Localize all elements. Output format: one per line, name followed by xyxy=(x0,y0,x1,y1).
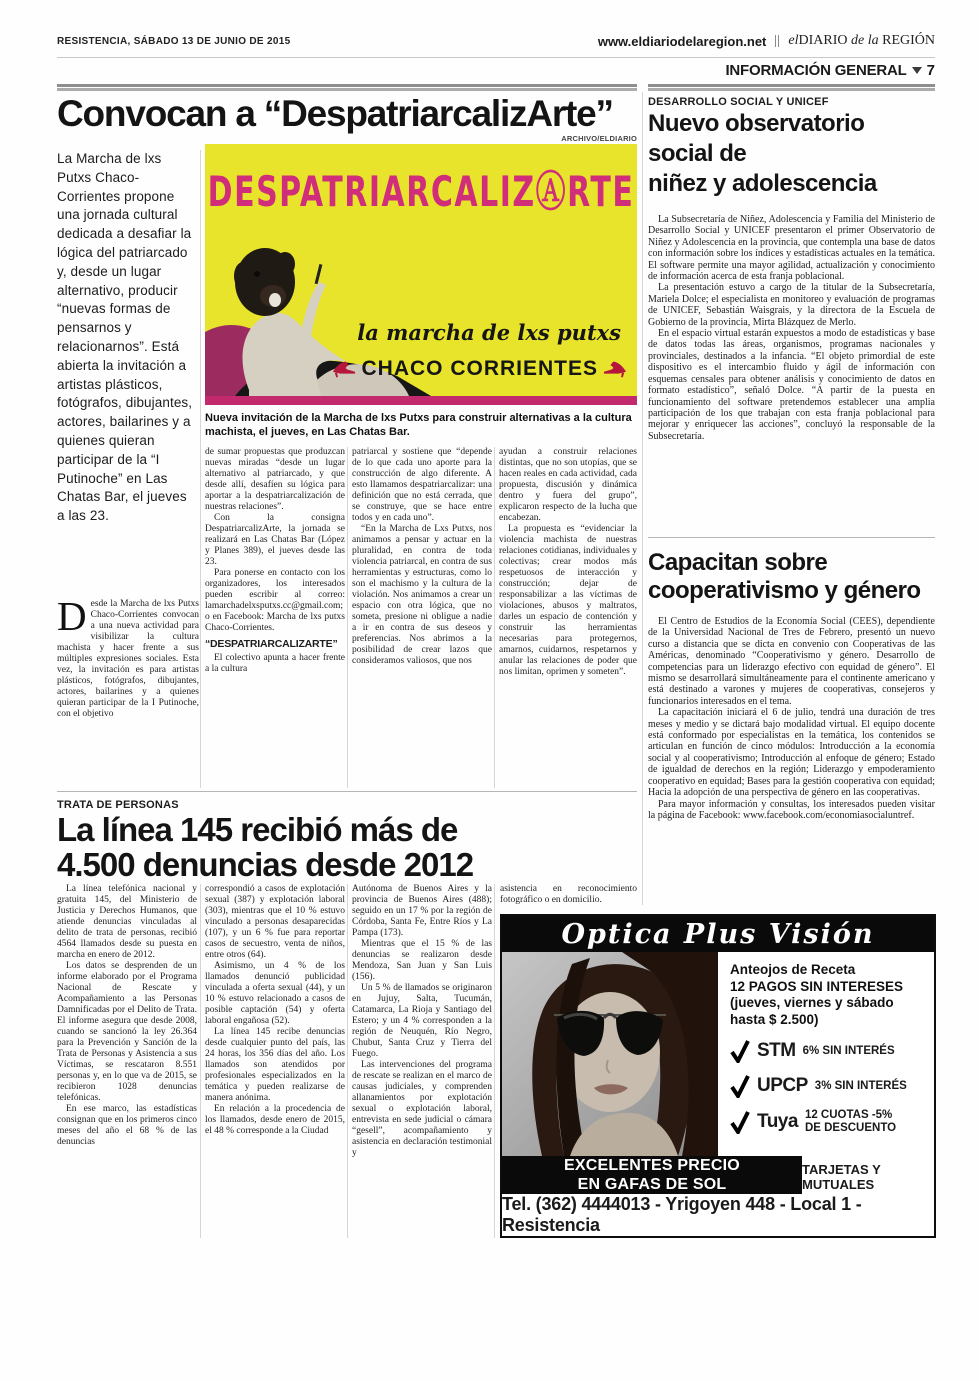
main-headline: Convocan a “DespatriarcalizArte” xyxy=(57,93,613,134)
header-separator xyxy=(775,35,779,47)
paragraph: En el espacio virtual estarán expuestos a modo de estadísticas y base de datos todas las áreas, organismos, programas nacionales y provinciales, destinados a la infancia. “El objeto primordial de este dispositivo es el intercambio fluido y ágil de información con esquemas censales para obtener análisis y conocimiento de datos en formato estadístico”, señaló Dolce. “A partir de la puesta en funcionamiento del software pretendemos establecer una amplia participación de los que trabajan con esta franja poblacional para mejorar y enriquecer las acciones”, concluyó la responsable de la Subsecretaría. xyxy=(648,328,935,442)
ad-brand: Optica Plus Visión xyxy=(502,916,934,952)
trata-column-4 xyxy=(500,884,637,906)
ad-plan-upcp xyxy=(730,1074,924,1098)
offer-line: Anteojos de Receta xyxy=(730,962,856,977)
header-rule xyxy=(57,57,935,58)
check-icon xyxy=(730,1039,750,1063)
paragraph: La Subsecretaría de Niñez, Adolescencia y Familia del Ministerio de Desarrollo Social y UNICEF presentaron el primer Observatorio de Niñez y Adolescencia en la provincia, que contempla una base de datos con información sobre los índices y estadísticas actuales en la temática. El software permite una mayor agilidad, actualización y conocimiento de información acerca de esta franja poblacional. xyxy=(648,214,935,283)
photo-caption: Nueva invitación de la Marcha de lxs Putxs para construir alternativas a la cultura machista, el jueves, en Las Chatas Bar. xyxy=(205,412,632,438)
paragraph: La propuesta es “evidenciar la violencia machista de nuestras relaciones cotidianas, individuales y colectivas; crear modos más respetuosos de interacción y construcción; dejar de responsabilizar a las víctimas de violaciones, abusos y maltratos, darles un espacio de contención y construir las herramientas necesarias para protegernos, amarnos, cuidarnos, respetarnos y anular las relaciones de poder que nos limitan, oprimen y someten”. xyxy=(499,524,637,677)
column-divider xyxy=(200,150,201,788)
column-divider xyxy=(347,884,348,1238)
band-line: EN GAFAS DE SOL xyxy=(577,1176,727,1193)
paragraph: La línea 145 recibe denuncias desde cualquier punto del país, las 24 horas, los 356 días del año. Los llamados son atendidos por profesionales especializados en la temática y pueden realizarse de manera anónima. xyxy=(205,1027,345,1103)
trata-headline-line2: 4.500 denuncias desde 2012 xyxy=(57,846,474,883)
paragraph: La presentación estuvo a cargo de la titular de la Subsecretaría, Mariela Dolce; el especialista en monitoreo y evaluación de programas de UNICEF, Sebastián Waisgrais, y la directora de la Escuela de Gobierno de la provincia, Mirta Blázquez de Merlo. xyxy=(648,282,935,328)
poster-location: CHACO CORRIENTES xyxy=(361,357,598,380)
article-column-2 xyxy=(205,447,345,675)
trata-kicker: TRATA DE PERSONAS xyxy=(57,799,179,811)
poster-bottom-strip xyxy=(205,396,637,405)
section-rule xyxy=(648,537,935,538)
intro-text: esde la Marcha de lxs Putxs Chaco-Corrientes convocan a una nueva actividad para visibilizar la cultura machista y hacer frente a sus múltiples expresiones sociales. Esta vez, la invitación es para artistas plásticos, fotógrafos, dibujantes, actores, bailarines y a quienes quieran participar de la I Putinoche, con el objetivo xyxy=(57,599,199,719)
paragraph: Para ponerse en contacto con los organizadores, los interesados pueden escribir al correo: lamarchadelxsputxs.cc@gmail.com; o en Facebook: Marcha de lxs putxs Chaco-Corrientes. xyxy=(205,568,345,633)
page-number: 7 xyxy=(926,62,935,79)
masthead-region: REGIÓN xyxy=(882,33,935,48)
plan-name: STM xyxy=(757,1040,796,1061)
double-rule-right xyxy=(648,84,935,91)
plan-name: UPCP xyxy=(757,1075,808,1096)
unicef-headline-line2: social de xyxy=(648,140,747,167)
paragraph: de sumar propuestas que produzcan nuevas miradas “desde un lugar alternativo al patriarcado, y que desde allí, desafíen su lógica para aportar a la despatriarcalización de nuestras relaciones”. xyxy=(205,447,345,512)
column-divider xyxy=(494,447,495,788)
paragraph: La capacitación iniciará el 6 de julio, tendrá una duración de tres meses y medio y se dictará bajo modalidad virtual. El equipo docente está conformado por especialistas en la temática, los contenidos se articulan en función de cinco módulos: Introducción a la economía social y al cooperativismo; Introducción al enfoque de género; Estado de igualdad de derechos en la región; Liderazgo y empoderamiento cooperativo en equidad; Bases para la gestión cooperativa con equidad; Hacia la adopción de una perspectiva de género en las cooperativas. xyxy=(648,707,935,799)
heel-icon xyxy=(603,360,627,378)
paragraph: Un 5 % de llamados se originaron en Jujuy, Salta, Tucumán, Catamarca, La Rioja y Santiago del Estero; y un 4 % corresponden a la región de Neuquén, Río Negro, Chubut, Santa Cruz y Tierra del Fuego. xyxy=(352,983,492,1059)
paragraph: La línea telefónica nacional y gratuita 145, del Ministerio de Justicia y Derechos Humanos, que atiende denuncias vinculadas al delito de trata de personas, recibió 4564 llamados desde su puesta en marcha en enero de 2012. xyxy=(57,884,197,960)
ad-contact: Tel. (362) 4444013 - Yrigoyen 448 - Local 1 - Resistencia xyxy=(502,1194,862,1235)
column-divider xyxy=(200,884,201,1238)
check-icon xyxy=(730,1074,750,1098)
coop-headline-line2: cooperativismo y género xyxy=(648,577,921,604)
unicef-headline-line1: Nuevo observatorio xyxy=(648,110,865,137)
article-intro xyxy=(57,593,199,720)
coop-body xyxy=(648,616,935,821)
plan-detail: 12 CUOTAS -5% DE DESCUENTO xyxy=(804,1109,897,1134)
paragraph: asistencia en reconocimiento fotográfico o en domicilio. xyxy=(500,884,637,905)
unicef-headline xyxy=(648,109,935,199)
section-triangle-icon xyxy=(912,67,922,74)
paragraph: patriarcal y sostiene que “depende de lo que cada uno aporte para la construcción de algo diferente. A esto llamamos despatriarcalizar: una definición que no está cerrada, que se construye, que se hace entre todos y en cada uno”. xyxy=(352,447,492,523)
column-divider xyxy=(347,447,348,788)
double-rule-left xyxy=(57,84,637,91)
paragraph: En relación a la procedencia de los llamados, desde enero de 2015, el 48 % corresponde a la Ciudad xyxy=(205,1104,345,1136)
trata-column-3 xyxy=(352,884,492,1159)
paragraph: Mientras que el 15 % de las denuncias se realizaron desde Mendoza, San Juan y San Luis (156). xyxy=(352,939,492,982)
section-label: INFORMACIÓN GENERAL xyxy=(725,62,907,79)
poster-tagline: la marcha de lxs putxs xyxy=(357,320,621,345)
trata-headline xyxy=(57,812,637,882)
header-right xyxy=(598,33,935,49)
optica-ad xyxy=(500,914,936,1238)
trata-headline-line1: La línea 145 recibió más de xyxy=(57,811,458,848)
column-subhead: “DESPATRIARCALIZARTE” xyxy=(205,638,338,650)
ad-middle xyxy=(502,952,934,1156)
unicef-headline-line3: niñez y adolescencia xyxy=(648,170,877,197)
dateline: RESISTENCIA, SÁBADO 13 DE JUNIO DE 2015 xyxy=(57,36,291,47)
coop-headline xyxy=(648,549,935,605)
paragraph: Con la consigna DespatriarcalizArte, la jornada se realizará en Las Chatas Bar (López y Planes 389), el jueves desde las 23. xyxy=(205,513,345,567)
coop-headline-line1: Capacitan sobre xyxy=(648,549,828,576)
ad-cards-text: TARJETAS Y MUTUALES xyxy=(802,1162,881,1192)
photo-credit: ARCHIVO/ELDIARIO xyxy=(561,134,637,143)
article-column-4 xyxy=(499,447,637,678)
plan-detail: 3% SIN INTERÉS xyxy=(814,1079,907,1092)
paragraph: El Centro de Estudios de la Economía Social (CEES), dependiente de la Universidad Nacional de Tres de Febrero, presentó un nuevo curso a distancia que se dicta en convenio con Cooperativas de las Américas, denominado “Cooperativismo y género. Desarrollo de competencias para un liderazgo efectivo con equidad de género”. El mismo se desarrollará simultáneamente para el continente americano y está destinado a varones y mujeres de cooperativas, consejeros y funcionarios interesados en el tema. xyxy=(648,616,935,707)
ad-offer-text xyxy=(730,962,924,1028)
poster-location-row xyxy=(332,357,627,381)
plan-detail: 6% SIN INTERÉS xyxy=(802,1044,895,1057)
ad-offer-panel xyxy=(718,952,934,1156)
paragraph: “En la Marcha de Lxs Putxs, nos animamos a pensar y actuar en la pluralidad, en contra de toda violencia patriarcal, en contra de sus herramientas y estructuras, como lo son el machismo y la cultura de la violación. Nos animamos a crear un espacio con otra lógica, que no someta, presione ni obligue a nadie a ir en contra de sus deseos y preferencias. Nos abrimos a la posibilidad de crear lazos que consideramos valiosos, que nos xyxy=(352,524,492,666)
center-column-divider xyxy=(642,92,643,905)
website-url: www.eldiariodelaregion.net xyxy=(597,33,767,49)
paragraph: En ese marco, las estadísticas consignan que en los primeros cinco meses del año el 68 % de las denuncias xyxy=(57,1104,197,1147)
poster-title: DESPATRIARCALIZⒶRTE xyxy=(207,168,635,218)
sunglasses-model-photo xyxy=(502,952,718,1156)
trata-column-2 xyxy=(205,884,345,1137)
paragraph: Autónoma de Buenos Aires y la provincia de Buenos Aires (488); seguido en un 17 % por la región de Córdoba, Santa Fe, Entre Ríos y La Pampa (173). xyxy=(352,884,492,938)
ad-band-row xyxy=(502,1156,934,1194)
poster-image xyxy=(205,144,637,405)
check-icon xyxy=(730,1110,750,1134)
column-divider xyxy=(494,884,495,1238)
masthead-el: el xyxy=(788,33,799,48)
paragraph: Los datos se desprenden de un informe elaborado por el Programa Nacional de Rescate y Acompañamiento a las Personas Damnificadas por el Delito de Trata. El informe asegura que desde 2008, cuando se sancionó la ley 26.364 para la Prevención y Sanción de la Trata de Personas y Asistencia a sus Víctimas, se rescataron 8.551 personas y, en lo que va de 2015, se recibieron 1028 denuncias telefónicas. xyxy=(57,961,197,1103)
masthead xyxy=(788,33,935,49)
band-line: EXCELENTES PRECIO xyxy=(564,1157,740,1174)
masthead-dela: de la xyxy=(851,33,879,48)
offer-line: hasta $ 2.500) xyxy=(730,1011,819,1027)
trata-column-1 xyxy=(57,884,197,1148)
heel-icon xyxy=(332,360,356,378)
paragraph: Las intervenciones del programa de rescate se realizan en el marco de causas judiciales, y comprenden allanamientos por explotación sexual o explotación laboral, entrevista en sede judicial o cámara “gesell”, acompañamiento y asistencia en declaración testimonial y xyxy=(352,1060,492,1158)
ad-plan-tuya xyxy=(730,1109,924,1134)
plan-name: Tuya xyxy=(757,1110,798,1132)
paragraph: Para mayor información y consultas, los interesados pueden visitar la página de Facebook: www.facebook.com/economiasocialuntref. xyxy=(648,798,935,821)
paragraph: Asimismo, un 4 % de los llamados denunció publicidad vinculada a oferta sexual (44), y un 10 % estuvo relacionado a casos de posible captación (54) y oferta laboral engañosa (52). xyxy=(205,961,345,1026)
offer-line: 12 PAGOS SIN INTERESES xyxy=(730,978,904,994)
section-rule xyxy=(57,791,637,792)
standfirst: La Marcha de lxs Putxs Chaco-Corrientes propone una jornada cultural dedicada a desafiar la lógica del patriarcado y, desde un lugar alternativo, producir “nuevas formas de pensarnos y relacionarnos”. Está abierta la invitación a artistas plásticos, fotógrafos, dibujantes, actores, bailarines y a quienes quieran participar de la “I Putinoche” en Las Chatas Bar, el jueves a las 23. xyxy=(57,151,193,524)
article-column-3 xyxy=(352,447,492,667)
unicef-kicker: DESARROLLO SOCIAL Y UNICEF xyxy=(648,96,829,108)
ad-black-band xyxy=(502,1156,802,1194)
paragraph: El colectivo apunta a hacer frente a la cultura xyxy=(205,653,345,674)
paragraph: ayudan a construir relaciones distintas, que no son utopías, que se hacen reales en cada actividad, cada propuesta, discusión y dinámica dentro y fuera del grupo”, explicaron respecto de la lucha que encabezan. xyxy=(499,447,637,523)
unicef-body xyxy=(648,214,935,442)
masthead-diario: DIARIO xyxy=(798,33,848,48)
drop-cap: D xyxy=(57,593,87,639)
ad-plan-stm xyxy=(730,1039,924,1063)
offer-line: (jueves, viernes y sábado xyxy=(730,995,894,1010)
section-header xyxy=(725,62,935,79)
paragraph: correspondió a casos de explotación sexual (387) y explotación laboral (303), mientras que el 10 % estuvo vinculado a personas desaparecidas (107), y un 6 % fue para reportar casos de secuestro, venta de niños, entre otros (64). xyxy=(205,884,345,960)
